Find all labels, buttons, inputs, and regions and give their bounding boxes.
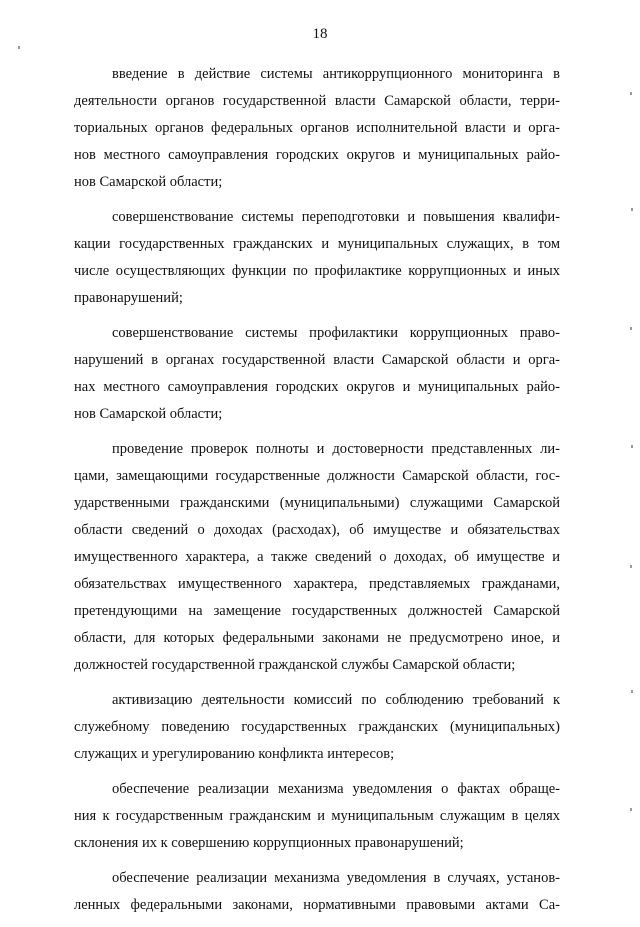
text-line: ния к государственным гражданским и муниципальным служащим в целях	[74, 808, 560, 824]
text-line: ударственными гражданскими (муниципальными) служащими Самарской	[74, 495, 560, 511]
paragraph	[74, 320, 560, 428]
text-line: нов Самарской области;	[74, 174, 223, 190]
body-text	[74, 61, 560, 927]
text-line: служащих и урегулированию конфликта интересов;	[74, 746, 395, 762]
scan-speck	[630, 565, 632, 568]
text-line: претендующими на замещение государственных должностей Самарской	[74, 603, 560, 619]
text-line: правонарушений;	[74, 290, 183, 306]
text-line: имущественного характера, а также сведений о доходах, об имуществе и	[74, 549, 560, 565]
text-line: обязательствах имущественного характера, представляемых гражданами,	[74, 576, 560, 592]
text-line: деятельности органов государственной власти Самарской области, терри-	[74, 93, 560, 109]
text-line: обеспечение реализации механизма уведомления о фактах обраще-	[112, 781, 560, 797]
text-line: введение в действие системы антикоррупционного мониторинга в	[112, 66, 560, 82]
text-line: кации государственных гражданских и муниципальных служащих, в том	[74, 236, 560, 252]
text-line: служебному поведению государственных гражданских (муниципальных)	[74, 719, 560, 735]
scan-speck	[631, 208, 633, 211]
text-line: нах местного самоуправления городских округов и муниципальных райо-	[74, 379, 560, 395]
paragraph	[74, 776, 560, 857]
scan-speck	[630, 327, 632, 330]
text-line: обеспечение реализации механизма уведомления в случаях, установ-	[112, 870, 560, 886]
text-line: числе осуществляющих функции по профилактике коррупционных и иных	[74, 263, 560, 279]
text-line: области сведений о доходах (расходах), об имуществе и обязательствах	[74, 522, 560, 538]
text-line: совершенствование системы профилактики коррупционных право-	[112, 325, 560, 341]
text-line: области, для которых федеральными законами не предусмотрено иное, и	[74, 630, 560, 646]
text-line: проведение проверок полноты и достоверности представленных ли-	[112, 441, 560, 457]
scan-speck	[631, 690, 633, 693]
scan-speck	[630, 92, 632, 95]
paragraph	[74, 865, 560, 919]
text-line: совершенствование системы переподготовки и повышения квалифи-	[112, 209, 560, 225]
paragraph	[74, 204, 560, 312]
text-line: нов местного самоуправления городских округов и муниципальных райо-	[74, 147, 560, 163]
text-line: должностей государственной гражданской службы Самарской области;	[74, 657, 516, 673]
scan-speck	[18, 46, 20, 49]
text-line: цами, замещающими государственные должности Самарской области, гос-	[74, 468, 560, 484]
text-line: активизацию деятельности комиссий по соблюдению требований к	[112, 692, 560, 708]
text-line: склонения их к совершению коррупционных правонарушений;	[74, 835, 464, 851]
text-line: нарушений в органах государственной власти Самарской области и орга-	[74, 352, 560, 368]
scan-speck	[631, 445, 633, 448]
text-line: нов Самарской области;	[74, 406, 223, 422]
text-line: ленных федеральными законами, нормативными правовыми актами Са-	[74, 897, 560, 913]
paragraph	[74, 61, 560, 196]
paragraph	[74, 436, 560, 679]
page-number: 18	[312, 26, 328, 42]
paragraph	[74, 687, 560, 768]
text-line: ториальных органов федеральных органов исполнительной власти и орга-	[74, 120, 560, 136]
scan-speck	[630, 808, 632, 811]
